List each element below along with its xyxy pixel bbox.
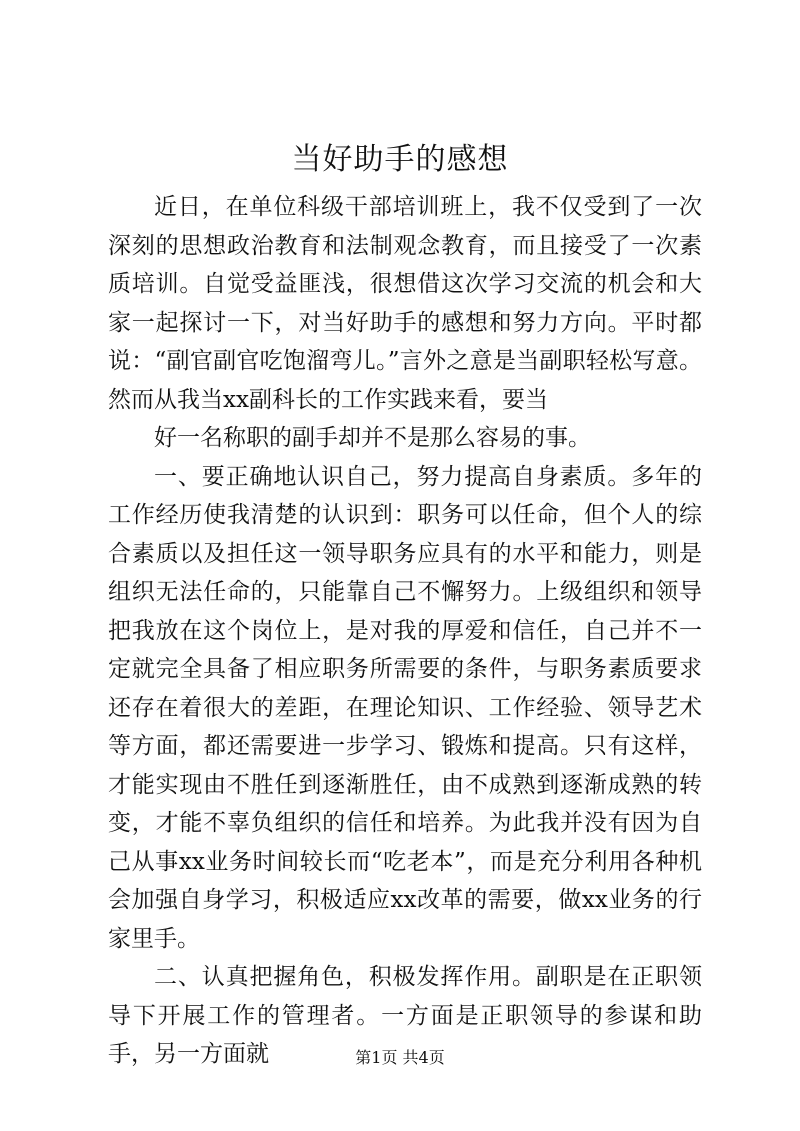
- paragraph-section-two: 二、认真把握角色，积极发挥作用。副职是在正职领导下开展工作的管理者。一方面是正职领导的参谋和助手，另一方面就: [108, 964, 702, 1067]
- page-number-footer: 第1页 共4页: [355, 1048, 445, 1067]
- document-body: [108, 188, 702, 1074]
- paragraph-section-one: 一、要正确地认识自己，努力提高自身素质。多年的工作经历使我清楚的认识到：职务可以任命，但个人的综合素质以及担任这一领导职务应具有的水平和能力，则是组织无法任命的，只能靠自己不懈努力。上级组织和领导把我放在这个岗位上，是对我的厚爱和信任，自己并不一定就完全具备了相应职务所需要的条件，与职务素质要求还存在着很大的差距，在理论知识、工作经验、领导艺术等方面，都还需要进一步学习、锻炼和提高。只有这样，才能实现由不胜任到逐渐胜任，由不成熟到逐渐成熟的转变，才能不辜负组织的信任和培养。为此我并没有因为自己从事xx业务时间较长而“吃老本”，而是充分利用各种机会加强自身学习，积极适应xx改革的需要，做xx业务的行家里手。: [108, 463, 702, 952]
- paragraph-intro: 近日，在单位科级干部培训班上，我不仅受到了一次深刻的思想政治教育和法制观念教育，而且接受了一次素质培训。自觉受益匪浅，很想借这次学习交流的机会和大家一起探讨一下，对当好助手的感想和努力方向。平时都说：“副官副官吃饱溜弯儿。”言外之意是当副职轻松写意。然而从我当xx副科长的工作实践来看，要当: [108, 194, 702, 413]
- document-title: 当好助手的感想: [291, 142, 509, 177]
- paragraph-intro-continued: 好一名称职的副手却并不是那么容易的事。: [154, 425, 591, 451]
